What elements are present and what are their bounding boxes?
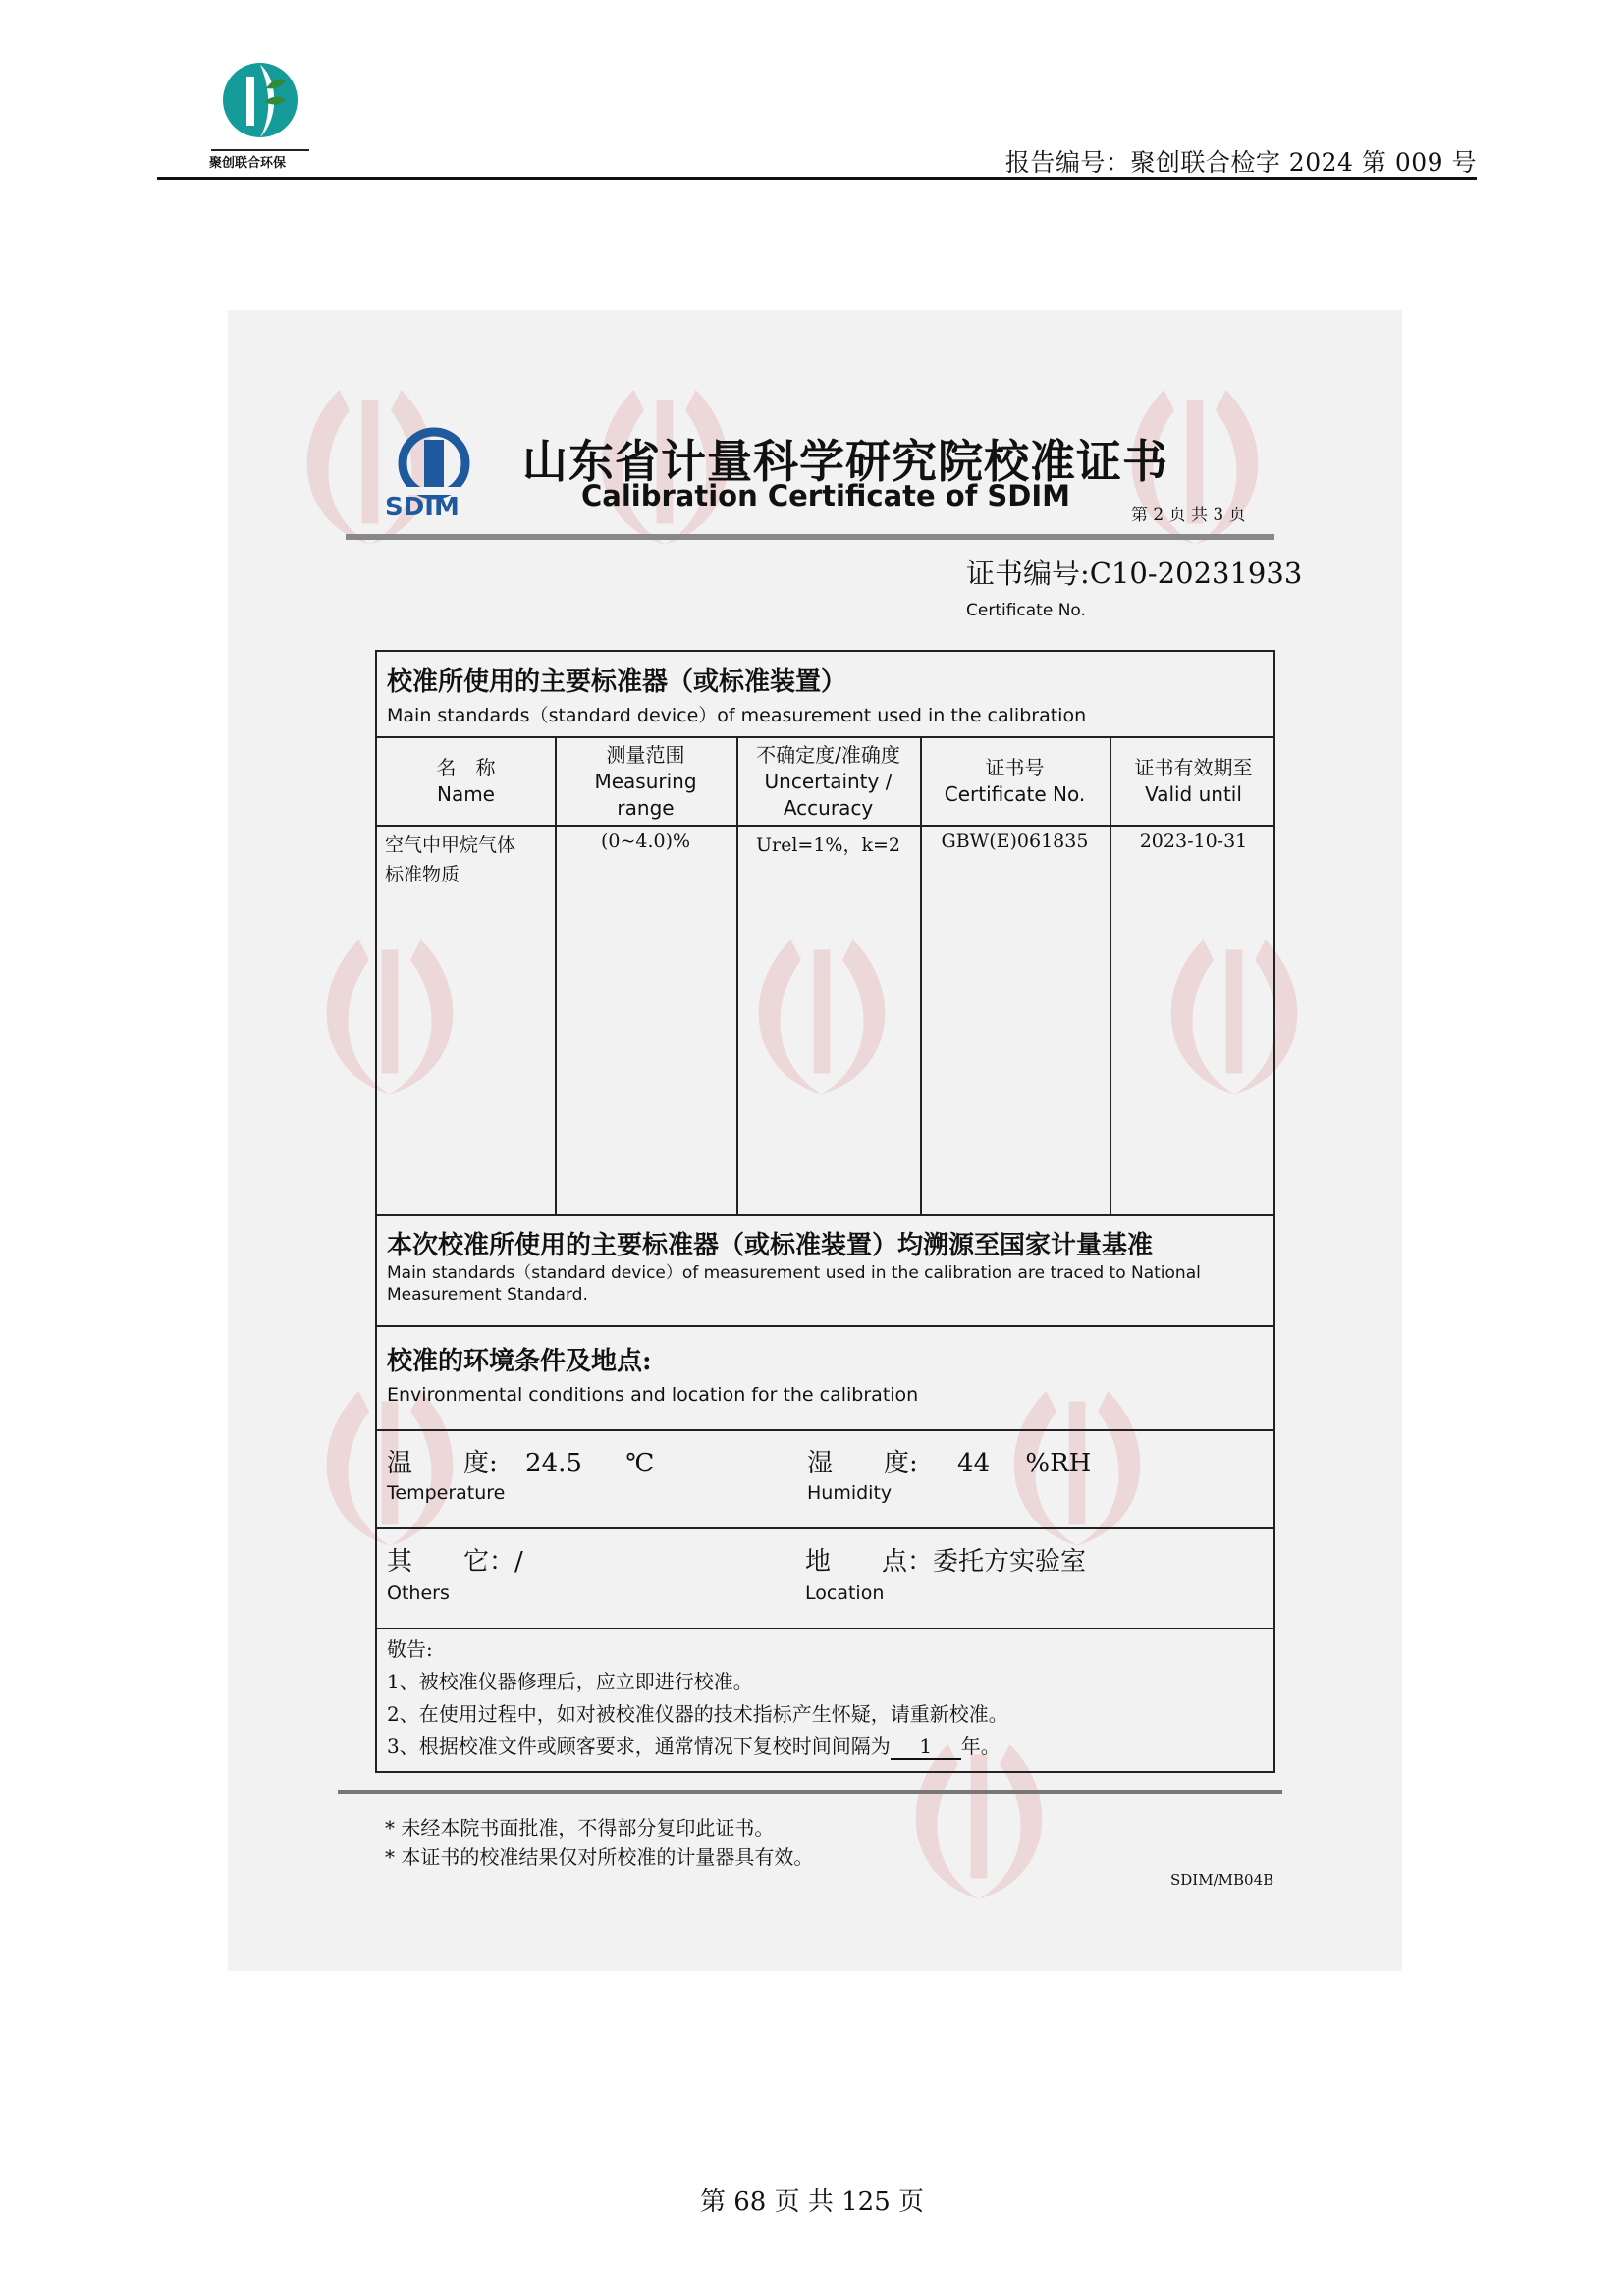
humidity-label: 湿 度: — [807, 1449, 918, 1478]
main-standards-title-cn: 校准所使用的主要标准器（或标准装置） — [387, 667, 847, 697]
location-label-en: Location — [805, 1582, 885, 1604]
footnote: * 本证书的校准结果仅对所校准的计量器具有效。 — [385, 1845, 814, 1869]
column-header-en: Name — [436, 782, 495, 806]
page-number: 第 68 页 共 125 页 — [699, 2187, 925, 2216]
certificate-number-value: C10-20231933 — [1089, 557, 1303, 590]
calibration-certificate — [228, 310, 1402, 1971]
table-cell-range: (0~4.0)% — [600, 830, 691, 852]
column-header-cn: 证书号 — [985, 756, 1045, 779]
column-header-en: Valid until — [1145, 782, 1242, 806]
table-divider — [377, 1527, 1273, 1529]
column-header-cn: 测量范围 — [606, 742, 685, 767]
notice-item3-suffix: 年。 — [960, 1735, 1001, 1758]
traceability-en: Main standards（standard device）of measurement used in the calibration are traced to National Measurement Standard. — [387, 1263, 1201, 1305]
humidity-row — [807, 1443, 1091, 1479]
footnote: * 未经本院书面批准，不得部分复印此证书。 — [385, 1816, 775, 1840]
column-header-valid-until — [1110, 738, 1277, 825]
certificate-title-cn: 山东省计量科学研究院校准证书 — [522, 435, 1168, 488]
humidity-label-en: Humidity — [807, 1482, 893, 1504]
certificate-number-en: Certificate No. — [966, 601, 1086, 620]
temperature-value: 24.5 — [525, 1449, 582, 1478]
main-standards-title-en: Main standards（standard device）of measurement used in the calibration — [387, 705, 1087, 726]
company-logo — [201, 59, 319, 175]
humidity-unit: %RH — [1025, 1449, 1092, 1478]
calibration-standards-table — [375, 650, 1275, 1773]
column-header-uncertainty — [736, 738, 920, 825]
others-label-en: Others — [387, 1582, 450, 1604]
temperature-label: 温 度: — [387, 1449, 498, 1478]
certificate-footer-divider — [338, 1790, 1282, 1794]
form-code: SDIM/MB04B — [1170, 1871, 1274, 1889]
recalibration-interval: 1 — [891, 1735, 961, 1760]
certificate-header-divider — [346, 534, 1274, 540]
column-header-en: Uncertainty / Accuracy — [764, 769, 893, 820]
column-header-cn: 证书有效期至 — [1134, 756, 1253, 779]
traceability-cn: 本次校准所使用的主要标准器（或标准装置）均溯源至国家计量基准 — [387, 1231, 1154, 1260]
company-logo-text: 聚创联合环保 — [209, 156, 287, 171]
table-cell-valid-until: 2023-10-31 — [1139, 830, 1248, 852]
column-header-en: Certificate No. — [944, 782, 1086, 806]
certificate-number-label: 证书编号: — [966, 557, 1090, 590]
temperature-row — [387, 1443, 654, 1479]
environment-title-cn: 校准的环境条件及地点: — [387, 1347, 652, 1376]
temperature-label-en: Temperature — [387, 1482, 506, 1504]
table-cell-uncertainty: Urel=1%，k=2 — [756, 834, 900, 856]
table-divider — [377, 825, 1273, 827]
column-header-cn: 名 称 — [436, 756, 496, 779]
report-number: 报告编号：聚创联合检字 2024 第 009 号 — [1004, 148, 1477, 177]
notice-title: 敬告: — [387, 1637, 433, 1661]
table-divider — [377, 1214, 1273, 1216]
certificate-title-en: Calibration Certificate of SDIM — [581, 479, 1071, 512]
column-header-range — [555, 738, 736, 825]
column-header-name — [377, 738, 555, 825]
table-divider — [377, 1628, 1273, 1629]
sdim-logo-text: SDIM — [385, 493, 460, 522]
temperature-unit: ℃ — [625, 1449, 655, 1478]
notice-item: 2、在使用过程中，如对被校准仪器的技术指标产生怀疑，请重新校准。 — [387, 1702, 1008, 1726]
table-divider — [377, 1325, 1273, 1327]
notice-item3-prefix: 3、根据校准文件或顾客要求，通常情况下复校时间间隔为 — [387, 1735, 891, 1758]
table-divider — [377, 1429, 1273, 1431]
notice-block — [387, 1633, 1008, 1763]
column-header-cert-no — [920, 738, 1110, 825]
humidity-value: 44 — [957, 1449, 991, 1478]
notice-item: 1、被校准仪器修理后，应立即进行校准。 — [387, 1670, 753, 1693]
column-header-cn: 不确定度/准确度 — [756, 742, 900, 767]
certificate-page-info: 第 2 页 共 3 页 — [1131, 506, 1246, 525]
column-header-en: Measuring range — [594, 769, 697, 820]
environment-title-en: Environmental conditions and location for the calibration — [387, 1384, 919, 1406]
table-cell-cert-no: GBW(E)061835 — [941, 830, 1089, 852]
certificate-number — [966, 552, 1302, 592]
others-label: 其 它：/ — [387, 1547, 523, 1576]
notice-item — [387, 1731, 1008, 1763]
header-divider — [157, 177, 1477, 180]
location-label: 地 点：委托方实验室 — [805, 1547, 1087, 1576]
table-cell-name: 空气中甲烷气体标准物质 — [385, 834, 516, 885]
